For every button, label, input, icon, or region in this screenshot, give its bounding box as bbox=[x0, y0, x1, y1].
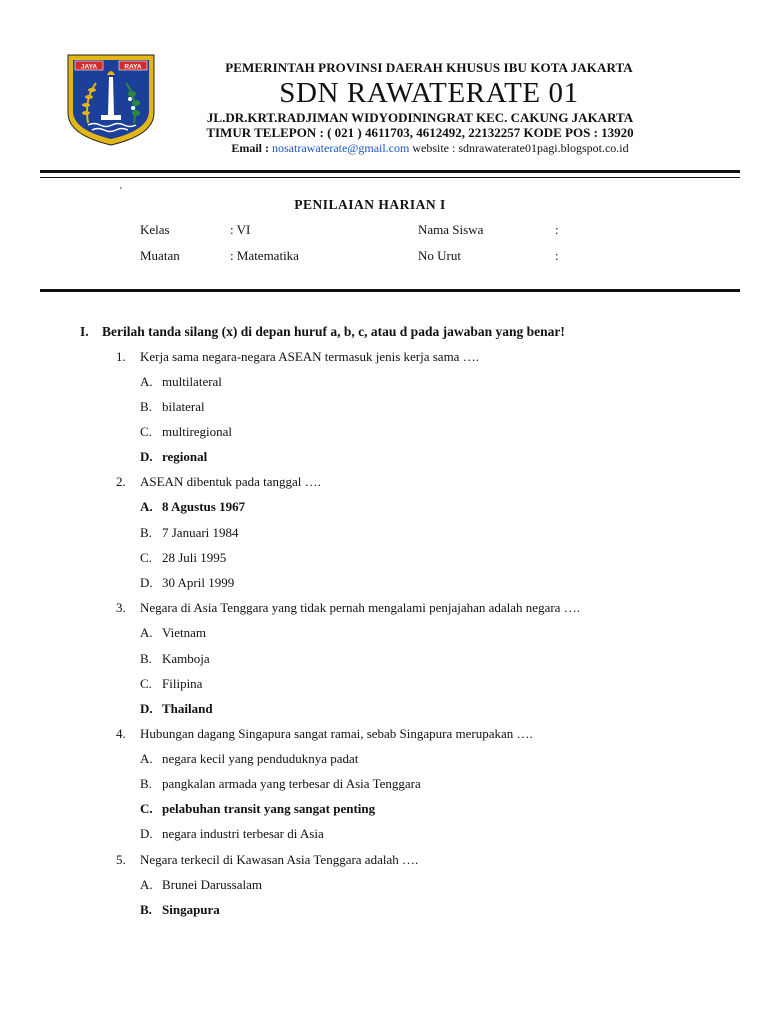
address-line-1: JL.DR.KRT.RADJIMAN WIDYODININGRAT KEC. CAKUNG JAKARTA bbox=[206, 110, 634, 125]
option-letter: B. bbox=[140, 776, 152, 791]
answer-option-correct[interactable] bbox=[140, 902, 700, 920]
kelas-value: : VI bbox=[230, 222, 251, 237]
option-text: Filipina bbox=[162, 676, 203, 691]
option-text: multiregional bbox=[162, 424, 233, 439]
contact-line bbox=[180, 141, 680, 156]
section-instruction bbox=[80, 324, 565, 340]
option-text: pelabuhan transit yang sangat penting bbox=[162, 801, 376, 816]
question-text: Hubungan dagang Singapura sangat ramai, sebab Singapura merupakan …. bbox=[140, 726, 533, 741]
option-text: Singapura bbox=[162, 902, 220, 917]
option-letter: A. bbox=[140, 499, 153, 514]
answer-option[interactable] bbox=[140, 676, 700, 694]
option-text: Vietnam bbox=[162, 625, 206, 640]
question-text: Negara terkecil di Kawasan Asia Tenggara adalah …. bbox=[140, 852, 419, 867]
option-letter: A. bbox=[140, 374, 153, 389]
nama-siswa-label: Nama Siswa bbox=[418, 222, 484, 237]
option-letter: D. bbox=[140, 826, 153, 841]
instruction-text: Berilah tanda silang (x) di depan huruf a, b, c, atau d pada jawaban yang benar! bbox=[102, 324, 565, 339]
option-text: regional bbox=[162, 449, 208, 464]
no-urut-label: No Urut bbox=[418, 248, 461, 263]
nama-siswa-value: : bbox=[555, 222, 559, 237]
answer-option[interactable] bbox=[140, 399, 700, 417]
answer-option-correct[interactable] bbox=[140, 449, 700, 467]
option-letter: C. bbox=[140, 550, 152, 565]
letterhead-divider-thin bbox=[40, 177, 740, 178]
answer-option[interactable] bbox=[140, 776, 700, 794]
government-heading: PEMERINTAH PROVINSI DAERAH KHUSUS IBU KOTA JAKARTA bbox=[225, 60, 633, 75]
option-text: Kamboja bbox=[162, 651, 210, 666]
website-text: sdnrawaterate01pagi.blogspot.co.id bbox=[458, 141, 629, 155]
question-text: ASEAN dibentuk pada tanggal …. bbox=[140, 474, 321, 489]
option-letter: D. bbox=[140, 449, 153, 464]
answer-option[interactable] bbox=[140, 550, 700, 568]
option-letter: D. bbox=[140, 701, 153, 716]
option-text: 28 Juli 1995 bbox=[162, 550, 227, 565]
school-name: SDN RAWATERATE 01 bbox=[279, 77, 579, 109]
option-text: 7 Januari 1984 bbox=[162, 525, 239, 540]
option-text: Thailand bbox=[162, 701, 213, 716]
answer-option-correct[interactable] bbox=[140, 801, 700, 819]
option-text: Brunei Darussalam bbox=[162, 877, 263, 892]
kelas-label: Kelas bbox=[140, 222, 170, 237]
answer-option[interactable] bbox=[140, 374, 700, 392]
stray-mark: ' bbox=[120, 186, 122, 197]
option-text: multilateral bbox=[162, 374, 222, 389]
question bbox=[116, 852, 716, 870]
option-text: negara industri terbesar di Asia bbox=[162, 826, 324, 841]
question-number: 3. bbox=[116, 600, 126, 615]
logo-text-raya: RAYA bbox=[124, 63, 142, 71]
address-line-2: TIMUR TELEPON : ( 021 ) 4611703, 4612492, 22132257 KODE POS : 13920 bbox=[206, 125, 634, 140]
option-letter: A. bbox=[140, 625, 153, 640]
option-letter: B. bbox=[140, 525, 152, 540]
answer-option[interactable] bbox=[140, 525, 700, 543]
answer-option[interactable] bbox=[140, 826, 700, 844]
option-text: bilateral bbox=[162, 399, 205, 414]
answer-option-correct[interactable] bbox=[140, 701, 700, 719]
option-letter: B. bbox=[140, 902, 152, 917]
answer-option[interactable] bbox=[140, 651, 700, 669]
email-label: Email : bbox=[231, 141, 270, 155]
question-number: 5. bbox=[116, 852, 126, 867]
email-link[interactable]: nosatrawaterate@gmail.com bbox=[272, 141, 410, 155]
option-letter: C. bbox=[140, 676, 152, 691]
question-text: Negara di Asia Tenggara yang tidak pernah mengalami penjajahan adalah negara …. bbox=[140, 600, 580, 615]
question bbox=[116, 474, 716, 492]
option-text: negara kecil yang penduduknya padat bbox=[162, 751, 359, 766]
no-urut-value: : bbox=[555, 248, 559, 263]
option-text: 30 April 1999 bbox=[162, 575, 235, 590]
question bbox=[116, 726, 716, 744]
answer-option[interactable] bbox=[140, 575, 700, 593]
question-number: 4. bbox=[116, 726, 126, 741]
option-text: pangkalan armada yang terbesar di Asia Tenggara bbox=[162, 776, 421, 791]
option-text: 8 Agustus 1967 bbox=[162, 499, 246, 514]
answer-option-correct[interactable] bbox=[140, 499, 700, 517]
website-label: website : bbox=[409, 141, 459, 155]
answer-option[interactable] bbox=[140, 751, 700, 769]
option-letter: A. bbox=[140, 877, 153, 892]
answer-option[interactable] bbox=[140, 625, 700, 643]
logo-text-jaya: JAYA bbox=[80, 63, 98, 71]
option-letter: B. bbox=[140, 651, 152, 666]
letterhead-divider-thick bbox=[40, 170, 740, 173]
jakarta-crest-logo bbox=[66, 53, 156, 147]
question bbox=[116, 600, 716, 618]
option-letter: C. bbox=[140, 801, 153, 816]
muatan-value: : Matematika bbox=[230, 248, 299, 263]
answer-option[interactable] bbox=[140, 877, 700, 895]
section-number: I. bbox=[80, 324, 89, 339]
exam-title: PENILAIAN HARIAN I bbox=[294, 197, 446, 212]
option-letter: A. bbox=[140, 751, 153, 766]
question bbox=[116, 349, 716, 367]
muatan-label: Muatan bbox=[140, 248, 180, 263]
answer-option[interactable] bbox=[140, 424, 700, 442]
header-divider bbox=[40, 289, 740, 292]
option-letter: D. bbox=[140, 575, 153, 590]
option-letter: B. bbox=[140, 399, 152, 414]
option-letter: C. bbox=[140, 424, 152, 439]
question-text: Kerja sama negara-negara ASEAN termasuk jenis kerja sama …. bbox=[140, 349, 479, 364]
question-number: 2. bbox=[116, 474, 126, 489]
question-number: 1. bbox=[116, 349, 126, 364]
